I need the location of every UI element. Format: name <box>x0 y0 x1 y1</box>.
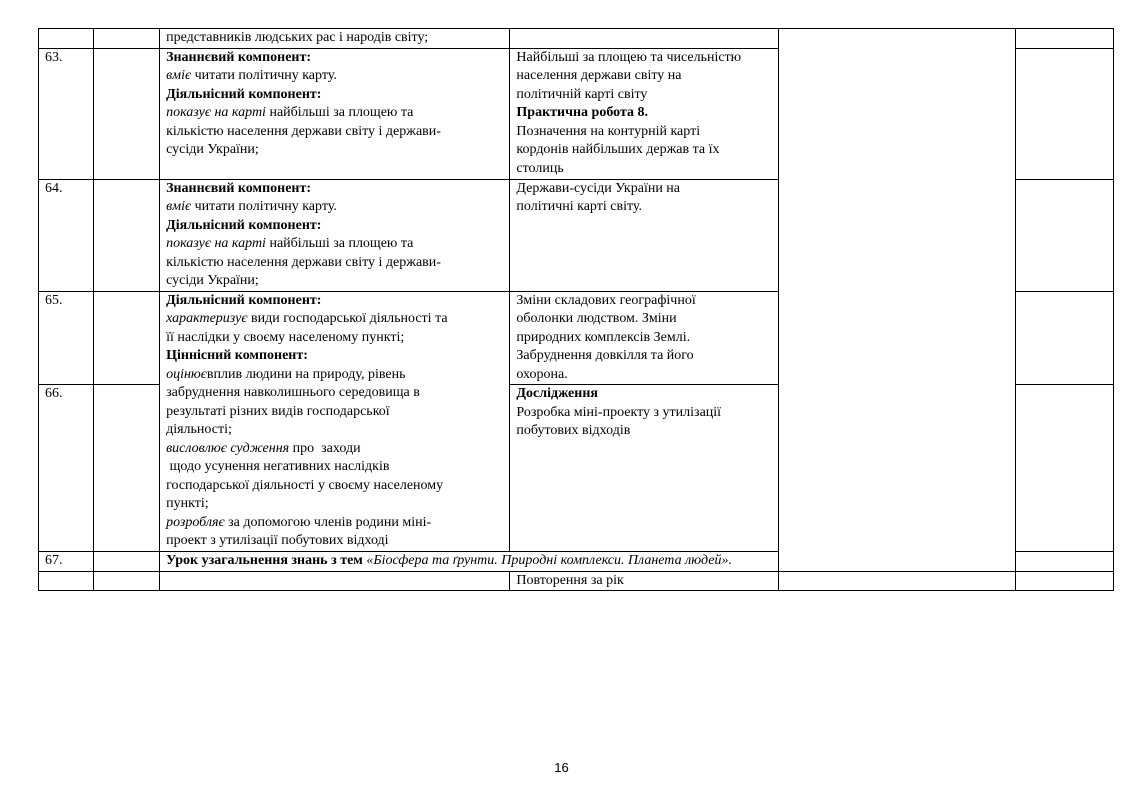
notes-cell <box>1015 385 1113 552</box>
date-cell <box>94 179 160 291</box>
table-row <box>39 29 1114 49</box>
notes-cell <box>1015 291 1113 385</box>
outcomes-cell: представників людських рас і народів світу; <box>160 29 510 49</box>
date-cell <box>94 552 160 572</box>
date-cell <box>94 291 160 385</box>
date-cell <box>94 385 160 552</box>
table-row <box>39 571 1114 591</box>
topic-cell: Дослідження Розробка міні-проекту з утилізації побутових відходів <box>510 385 778 552</box>
notes-cell <box>1015 179 1113 291</box>
date-cell <box>94 29 160 49</box>
merged-notes-cell <box>778 29 1015 572</box>
lesson-number: 66. <box>39 385 94 552</box>
lesson-number: 65. <box>39 291 94 385</box>
lesson-number: 67. <box>39 552 94 572</box>
summary-lesson-cell: Урок узагальнення знань з тем «Біосфера та ґрунти. Природні комплекси. Планета людей». <box>160 552 1114 572</box>
num-cell <box>39 571 94 591</box>
notes-cell <box>1015 571 1113 591</box>
lesson-number: 64. <box>39 179 94 291</box>
date-cell <box>94 48 160 179</box>
table-row <box>39 552 1114 572</box>
topic-cell <box>510 29 778 49</box>
notes-cell <box>1015 48 1113 179</box>
outcomes-cell: Діяльнісний компонент: характеризує види господарської діяльності та її наслідки у своєму населеному пункті; Ціннісний компонент: оцінюєвплив людини на природу, рівень забруднення навколишнього середовища в результаті різних видів господарської діяльності; висловлює судження про заходи щодо усунення негативних наслідків господарської діяльності у своєму населеному пункті; розробляє за допомогою членів родини міні- проект з утилізації побутових відході <box>160 291 510 552</box>
page-number: 16 <box>554 760 569 775</box>
notes-cell <box>778 571 1015 591</box>
notes-cell <box>1015 29 1113 49</box>
lesson-number: 63. <box>39 48 94 179</box>
topic-cell: Держави-сусіди України на політичні карті світу. <box>510 179 778 291</box>
outcomes-cell: Знаннєвий компонент: вміє читати політичну карту. Діяльнісний компонент: показує на карті найбільші за площею та кількістю населення держави світу і держави- сусіди України; <box>160 48 510 179</box>
topic-cell: Повторення за рік <box>510 571 778 591</box>
outcomes-cell: Знаннєвий компонент: вміє читати політичну карту. Діяльнісний компонент: показує на карті найбільші за площею та кількістю населення держави світу і держави- сусіди України; <box>160 179 510 291</box>
topic-cell: Найбільші за площею та чисельністю населення держави світу на політичній карті світу Практична робота 8. Позначення на контурній карті кордонів найбільших держав та їх столиць <box>510 48 778 179</box>
num-cell <box>39 29 94 49</box>
curriculum-table <box>38 28 1114 591</box>
topic-cell: Зміни складових географічної оболонки людством. Зміни природних комплексів Землі. Забруднення довкілля та його охорона. <box>510 291 778 385</box>
outcomes-cell <box>160 571 510 591</box>
date-cell <box>94 571 160 591</box>
